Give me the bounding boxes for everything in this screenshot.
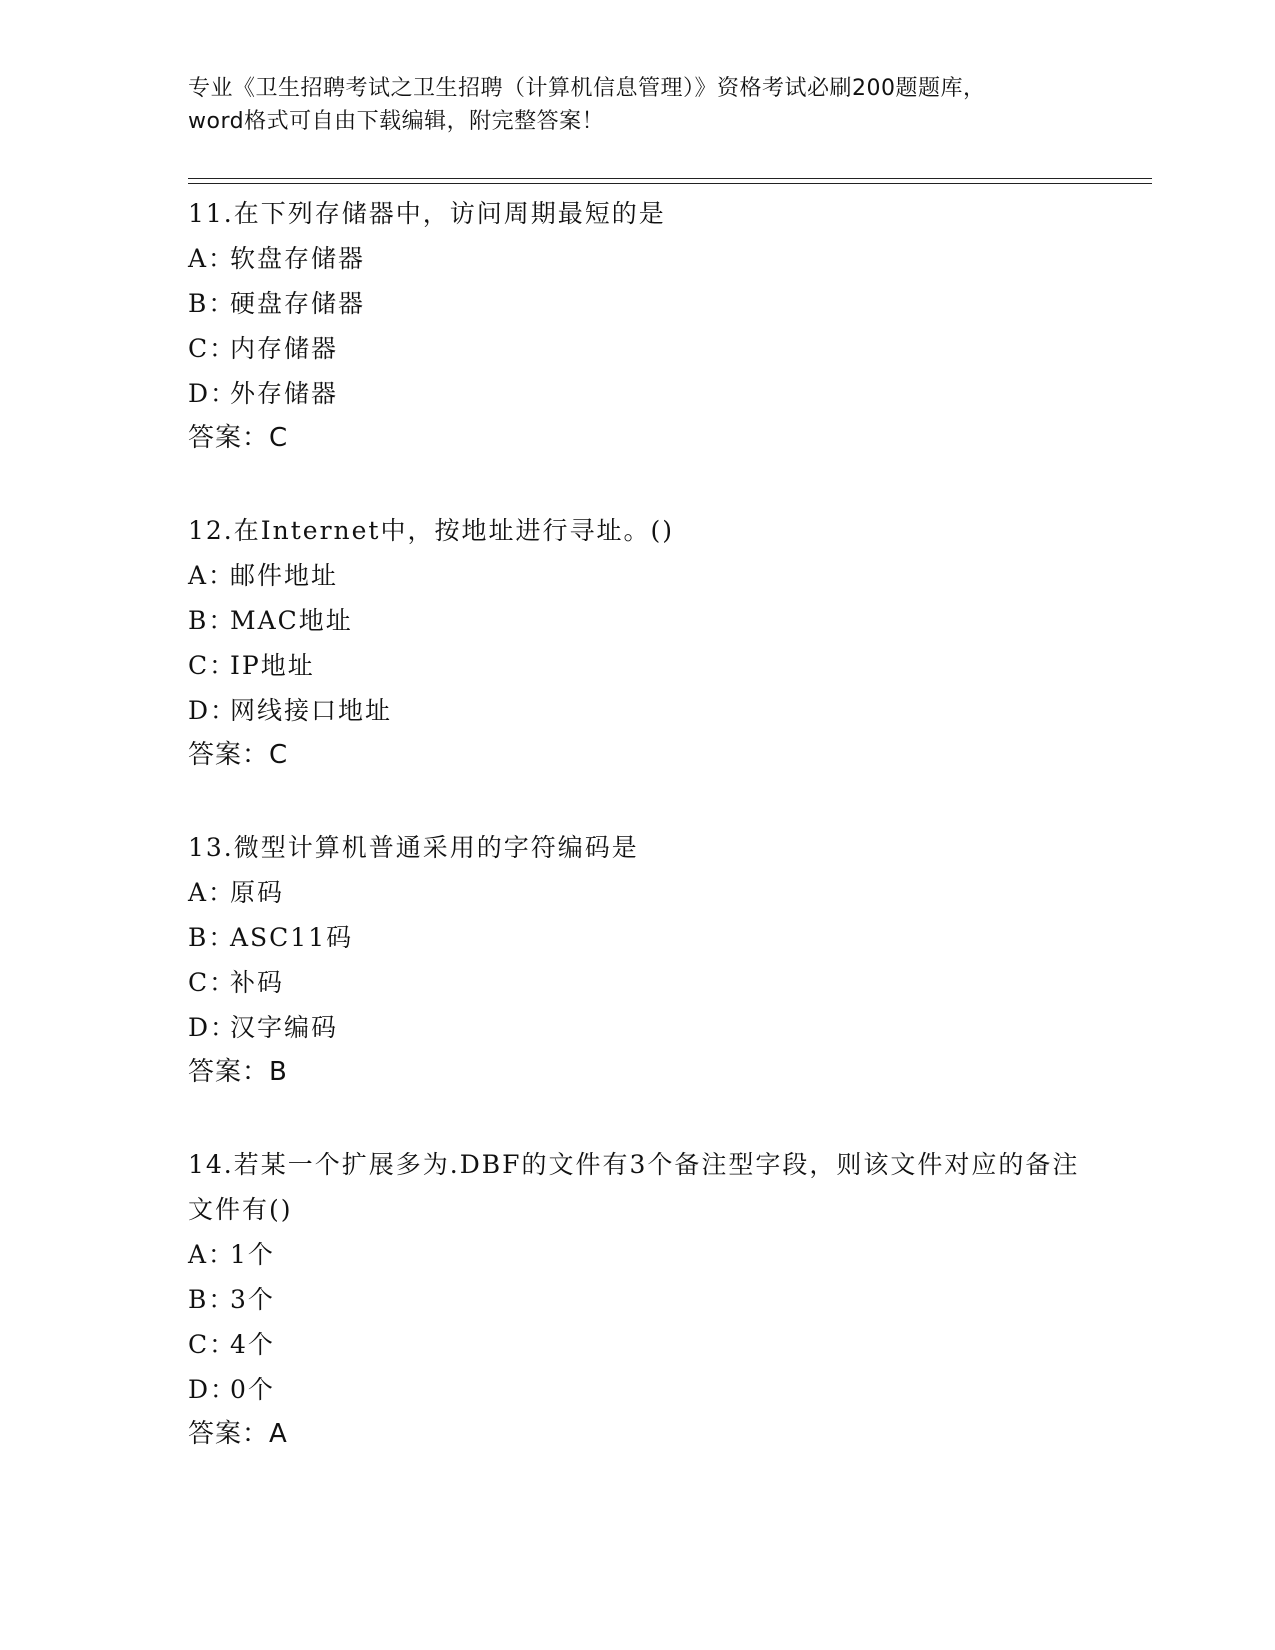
option-text: 软盘存储器 <box>230 244 366 273</box>
option-c <box>188 643 1108 688</box>
option-text: 网线接口地址 <box>230 696 393 725</box>
question-item <box>188 508 1108 778</box>
option-d <box>188 1005 1108 1050</box>
option-text: 邮件地址 <box>230 561 339 590</box>
option-text: MAC地址 <box>230 606 353 635</box>
option-text: 4个 <box>230 1330 275 1359</box>
option-text: 补码 <box>230 968 285 997</box>
header-divider-bottom <box>188 183 1152 184</box>
option-a <box>188 553 1108 598</box>
question-item <box>188 191 1108 461</box>
option-key: D： <box>188 379 238 408</box>
option-text: 1个 <box>230 1240 275 1269</box>
option-b <box>188 598 1108 643</box>
option-key: B： <box>188 1285 236 1314</box>
option-key: A： <box>188 561 236 590</box>
option-key: A： <box>188 1240 236 1269</box>
question-stem: 12.在Internet中，按地址进行寻址。() <box>188 516 674 545</box>
answer-line: 答案：C <box>188 740 289 770</box>
option-text: 汉字编码 <box>230 1013 339 1042</box>
option-text: 外存储器 <box>230 379 339 408</box>
option-text: ASC11码 <box>230 923 354 952</box>
option-d <box>188 688 1108 733</box>
option-text: IP地址 <box>230 651 315 680</box>
option-text: 硬盘存储器 <box>230 289 366 318</box>
answer-line: 答案：C <box>188 423 289 453</box>
option-c <box>188 960 1108 1005</box>
option-key: D： <box>188 1375 238 1404</box>
question-stem: 14.若某一个扩展多为.DBF的文件有3个备注型字段，则该文件对应的备注文件有() <box>188 1150 1080 1224</box>
option-text: 内存储器 <box>230 334 339 363</box>
option-a <box>188 1232 1108 1277</box>
option-key: C： <box>188 968 237 997</box>
option-text: 3个 <box>230 1285 275 1314</box>
header-line-2: word格式可自由下载编辑，附完整答案！ <box>188 109 605 134</box>
question-stem: 13.微型计算机普通采用的字符编码是 <box>188 833 639 862</box>
document-header <box>188 72 1088 138</box>
option-d <box>188 371 1108 416</box>
option-key: C： <box>188 651 237 680</box>
option-a <box>188 870 1108 915</box>
option-key: B： <box>188 923 236 952</box>
option-a <box>188 236 1108 281</box>
question-item <box>188 825 1108 1095</box>
option-c <box>188 1322 1108 1367</box>
option-text: 原码 <box>230 878 285 907</box>
option-b <box>188 281 1108 326</box>
answer-line: 答案：B <box>188 1057 288 1087</box>
option-key: D： <box>188 696 238 725</box>
option-b <box>188 915 1108 960</box>
header-line-1: 专业《卫生招聘考试之卫生招聘（计算机信息管理）》资格考试必刷200题题库， <box>188 76 986 101</box>
header-divider-top <box>188 178 1152 179</box>
question-list <box>188 191 1108 1504</box>
option-key: B： <box>188 606 236 635</box>
option-b <box>188 1277 1108 1322</box>
question-stem: 11.在下列存储器中，访问周期最短的是 <box>188 199 666 228</box>
answer-line: 答案：A <box>188 1419 288 1449</box>
option-c <box>188 326 1108 371</box>
option-text: 0个 <box>230 1375 275 1404</box>
option-key: C： <box>188 334 237 363</box>
option-key: D： <box>188 1013 238 1042</box>
option-key: A： <box>188 244 236 273</box>
option-key: A： <box>188 878 236 907</box>
option-key: C： <box>188 1330 237 1359</box>
option-key: B： <box>188 289 236 318</box>
option-d <box>188 1367 1108 1412</box>
question-item <box>188 1142 1108 1457</box>
